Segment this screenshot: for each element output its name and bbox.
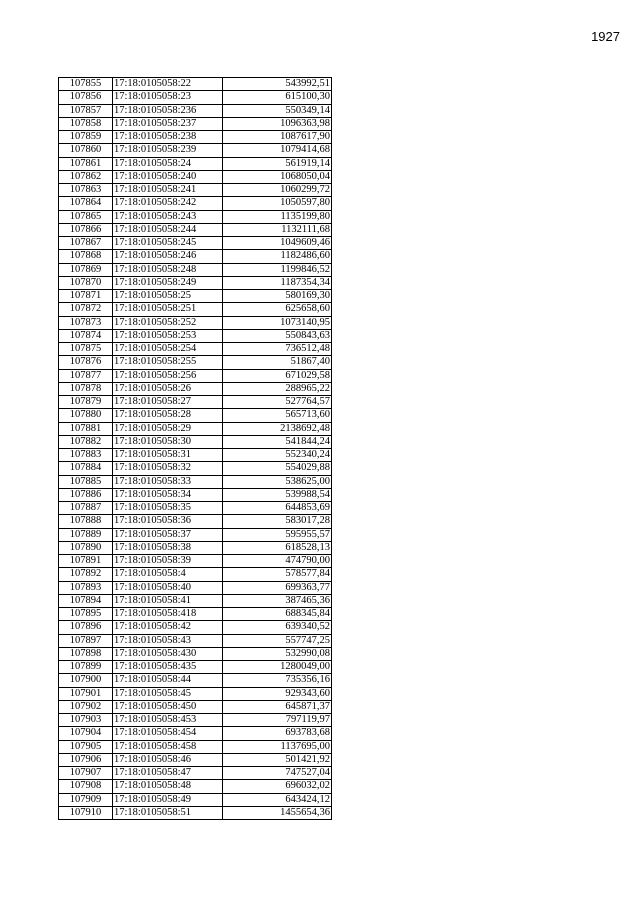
cadastral-value-cell: 51867,40: [223, 356, 332, 369]
cadastral-number-cell: 17:18:0105058:240: [113, 170, 223, 183]
cadastral-number-cell: 17:18:0105058:238: [113, 131, 223, 144]
table-row: [59, 329, 332, 342]
cadastral-value-cell: 1087617,90: [223, 131, 332, 144]
table-row: [59, 767, 332, 780]
table-row: [59, 78, 332, 91]
cadastral-value-cell: 671029,58: [223, 369, 332, 382]
cadastral-number-cell: 17:18:0105058:239: [113, 144, 223, 157]
row-id-cell: 107903: [59, 714, 113, 727]
table-row: [59, 170, 332, 183]
cadastral-number-cell: 17:18:0105058:42: [113, 621, 223, 634]
cadastral-number-cell: 17:18:0105058:246: [113, 250, 223, 263]
table-row: [59, 806, 332, 819]
cadastral-value-cell: 1280049,00: [223, 661, 332, 674]
cadastral-number-cell: 17:18:0105058:28: [113, 409, 223, 422]
cadastral-number-cell: 17:18:0105058:237: [113, 117, 223, 130]
cadastral-value-cell: 565713,60: [223, 409, 332, 422]
cadastral-value-cell: 696032,02: [223, 780, 332, 793]
table-row: [59, 594, 332, 607]
cadastral-number-cell: 17:18:0105058:30: [113, 435, 223, 448]
row-id-cell: 107883: [59, 449, 113, 462]
cadastral-number-cell: 17:18:0105058:29: [113, 422, 223, 435]
cadastral-number-cell: 17:18:0105058:241: [113, 184, 223, 197]
cadastral-value-cell: 1182486,60: [223, 250, 332, 263]
cadastral-value-cell: 1132111,68: [223, 223, 332, 236]
cadastral-number-cell: 17:18:0105058:26: [113, 382, 223, 395]
row-id-cell: 107901: [59, 687, 113, 700]
cadastral-number-cell: 17:18:0105058:251: [113, 303, 223, 316]
cadastral-value-cell: 1096363,98: [223, 117, 332, 130]
cadastral-value-cell: 595955,57: [223, 528, 332, 541]
cadastral-number-cell: 17:18:0105058:454: [113, 727, 223, 740]
table-row: [59, 184, 332, 197]
cadastral-value-cell: 550349,14: [223, 104, 332, 117]
cadastral-value-cell: 2138692,48: [223, 422, 332, 435]
row-id-cell: 107861: [59, 157, 113, 170]
table-row: [59, 581, 332, 594]
row-id-cell: 107906: [59, 753, 113, 766]
cadastral-value-cell: 501421,92: [223, 753, 332, 766]
cadastral-value-cell: 699363,77: [223, 581, 332, 594]
cadastral-value-cell: 550843,63: [223, 329, 332, 342]
row-id-cell: 107859: [59, 131, 113, 144]
table-row: [59, 144, 332, 157]
cadastral-number-cell: 17:18:0105058:252: [113, 316, 223, 329]
table-row: [59, 661, 332, 674]
table-row: [59, 356, 332, 369]
table-row: [59, 727, 332, 740]
cadastral-number-cell: 17:18:0105058:34: [113, 488, 223, 501]
row-id-cell: 107909: [59, 793, 113, 806]
row-id-cell: 107910: [59, 806, 113, 819]
cadastral-value-cell: 583017,28: [223, 515, 332, 528]
cadastral-value-cell: 929343,60: [223, 687, 332, 700]
table-row: [59, 396, 332, 409]
cadastral-number-cell: 17:18:0105058:47: [113, 767, 223, 780]
table-row: [59, 250, 332, 263]
row-id-cell: 107862: [59, 170, 113, 183]
table-row: [59, 449, 332, 462]
row-id-cell: 107899: [59, 661, 113, 674]
row-id-cell: 107873: [59, 316, 113, 329]
cadastral-value-cell: 557747,25: [223, 634, 332, 647]
row-id-cell: 107864: [59, 197, 113, 210]
cadastral-number-cell: 17:18:0105058:249: [113, 276, 223, 289]
row-id-cell: 107892: [59, 568, 113, 581]
table-row: [59, 714, 332, 727]
row-id-cell: 107871: [59, 290, 113, 303]
cadastral-value-cell: 747527,04: [223, 767, 332, 780]
row-id-cell: 107898: [59, 647, 113, 660]
table-row: [59, 303, 332, 316]
row-id-cell: 107855: [59, 78, 113, 91]
cadastral-value-cell: 1060299,72: [223, 184, 332, 197]
cadastral-value-cell: 580169,30: [223, 290, 332, 303]
table-row: [59, 131, 332, 144]
row-id-cell: 107908: [59, 780, 113, 793]
row-id-cell: 107884: [59, 462, 113, 475]
cadastral-value-cell: 736512,48: [223, 343, 332, 356]
cadastral-number-cell: 17:18:0105058:243: [113, 210, 223, 223]
cadastral-number-cell: 17:18:0105058:23: [113, 91, 223, 104]
table-row: [59, 793, 332, 806]
cadastral-number-cell: 17:18:0105058:245: [113, 237, 223, 250]
table-row: [59, 541, 332, 554]
cadastral-number-cell: 17:18:0105058:44: [113, 674, 223, 687]
cadastral-value-cell: 561919,14: [223, 157, 332, 170]
row-id-cell: 107880: [59, 409, 113, 422]
cadastral-value-cell: 474790,00: [223, 555, 332, 568]
row-id-cell: 107868: [59, 250, 113, 263]
row-id-cell: 107902: [59, 700, 113, 713]
row-id-cell: 107897: [59, 634, 113, 647]
row-id-cell: 107858: [59, 117, 113, 130]
cadastral-value-cell: 552340,24: [223, 449, 332, 462]
cadastral-number-cell: 17:18:0105058:458: [113, 740, 223, 753]
row-id-cell: 107894: [59, 594, 113, 607]
cadastral-value-cell: 541844,24: [223, 435, 332, 448]
cadastral-value-cell: 539988,54: [223, 488, 332, 501]
cadastral-value-cell: 1137695,00: [223, 740, 332, 753]
cadastral-value-cell: 527764,57: [223, 396, 332, 409]
table-row: [59, 528, 332, 541]
cadastral-value-cell: 1199846,52: [223, 263, 332, 276]
cadastral-number-cell: 17:18:0105058:33: [113, 475, 223, 488]
cadastral-number-cell: 17:18:0105058:37: [113, 528, 223, 541]
row-id-cell: 107869: [59, 263, 113, 276]
cadastral-value-cell: 735356,16: [223, 674, 332, 687]
cadastral-number-cell: 17:18:0105058:36: [113, 515, 223, 528]
cadastral-value-cell: 1187354,34: [223, 276, 332, 289]
table-row: [59, 753, 332, 766]
table-row: [59, 608, 332, 621]
cadastral-value-cell: 797119,97: [223, 714, 332, 727]
cadastral-value-cell: 1050597,80: [223, 197, 332, 210]
row-id-cell: 107881: [59, 422, 113, 435]
cadastral-number-cell: 17:18:0105058:35: [113, 502, 223, 515]
table-row: [59, 290, 332, 303]
cadastral-number-cell: 17:18:0105058:31: [113, 449, 223, 462]
table-row: [59, 316, 332, 329]
row-id-cell: 107882: [59, 435, 113, 448]
cadastral-value-cell: 615100,30: [223, 91, 332, 104]
row-id-cell: 107891: [59, 555, 113, 568]
row-id-cell: 107878: [59, 382, 113, 395]
cadastral-number-cell: 17:18:0105058:435: [113, 661, 223, 674]
cadastral-value-cell: 543992,51: [223, 78, 332, 91]
cadastral-value-cell: 1049609,46: [223, 237, 332, 250]
row-id-cell: 107870: [59, 276, 113, 289]
cadastral-number-cell: 17:18:0105058:430: [113, 647, 223, 660]
table-row: [59, 197, 332, 210]
cadastral-number-cell: 17:18:0105058:22: [113, 78, 223, 91]
cadastral-value-cell: 1135199,80: [223, 210, 332, 223]
row-id-cell: 107856: [59, 91, 113, 104]
cadastral-value-cell: 1455654,36: [223, 806, 332, 819]
table-row: [59, 740, 332, 753]
cadastral-value-cell: 554029,88: [223, 462, 332, 475]
cadastral-number-cell: 17:18:0105058:25: [113, 290, 223, 303]
cadastral-value-table: [58, 77, 332, 820]
row-id-cell: 107904: [59, 727, 113, 740]
cadastral-number-cell: 17:18:0105058:41: [113, 594, 223, 607]
cadastral-number-cell: 17:18:0105058:39: [113, 555, 223, 568]
row-id-cell: 107886: [59, 488, 113, 501]
row-id-cell: 107863: [59, 184, 113, 197]
table-row: [59, 647, 332, 660]
table-row: [59, 568, 332, 581]
table-row: [59, 263, 332, 276]
table-row: [59, 780, 332, 793]
cadastral-number-cell: 17:18:0105058:244: [113, 223, 223, 236]
cadastral-value-cell: 693783,68: [223, 727, 332, 740]
table-row: [59, 343, 332, 356]
cadastral-number-cell: 17:18:0105058:43: [113, 634, 223, 647]
row-id-cell: 107907: [59, 767, 113, 780]
table-row: [59, 462, 332, 475]
row-id-cell: 107857: [59, 104, 113, 117]
table-row: [59, 488, 332, 501]
table-row: [59, 210, 332, 223]
table-body: [59, 78, 332, 820]
cadastral-value-cell: 625658,60: [223, 303, 332, 316]
cadastral-value-cell: 532990,08: [223, 647, 332, 660]
row-id-cell: 107888: [59, 515, 113, 528]
row-id-cell: 107872: [59, 303, 113, 316]
cadastral-value-cell: 1073140,95: [223, 316, 332, 329]
cadastral-value-cell: 1068050,04: [223, 170, 332, 183]
cadastral-number-cell: 17:18:0105058:450: [113, 700, 223, 713]
cadastral-value-cell: 288965,22: [223, 382, 332, 395]
table-row: [59, 422, 332, 435]
table-row: [59, 621, 332, 634]
table-row: [59, 104, 332, 117]
cadastral-number-cell: 17:18:0105058:253: [113, 329, 223, 342]
row-id-cell: 107887: [59, 502, 113, 515]
row-id-cell: 107896: [59, 621, 113, 634]
table-row: [59, 91, 332, 104]
cadastral-number-cell: 17:18:0105058:51: [113, 806, 223, 819]
cadastral-number-cell: 17:18:0105058:453: [113, 714, 223, 727]
table-row: [59, 237, 332, 250]
cadastral-value-cell: 644853,69: [223, 502, 332, 515]
cadastral-number-cell: 17:18:0105058:38: [113, 541, 223, 554]
cadastral-number-cell: 17:18:0105058:46: [113, 753, 223, 766]
table-row: [59, 475, 332, 488]
row-id-cell: 107877: [59, 369, 113, 382]
row-id-cell: 107890: [59, 541, 113, 554]
cadastral-number-cell: 17:18:0105058:255: [113, 356, 223, 369]
cadastral-number-cell: 17:18:0105058:24: [113, 157, 223, 170]
cadastral-number-cell: 17:18:0105058:40: [113, 581, 223, 594]
cadastral-value-cell: 639340,52: [223, 621, 332, 634]
cadastral-number-cell: 17:18:0105058:27: [113, 396, 223, 409]
table-row: [59, 276, 332, 289]
cadastral-number-cell: 17:18:0105058:48: [113, 780, 223, 793]
row-id-cell: 107865: [59, 210, 113, 223]
row-id-cell: 107889: [59, 528, 113, 541]
row-id-cell: 107866: [59, 223, 113, 236]
table-row: [59, 409, 332, 422]
row-id-cell: 107879: [59, 396, 113, 409]
cadastral-number-cell: 17:18:0105058:418: [113, 608, 223, 621]
cadastral-number-cell: 17:18:0105058:242: [113, 197, 223, 210]
cadastral-value-cell: 1079414,68: [223, 144, 332, 157]
table-row: [59, 369, 332, 382]
cadastral-number-cell: 17:18:0105058:254: [113, 343, 223, 356]
table-row: [59, 674, 332, 687]
table-row: [59, 223, 332, 236]
cadastral-value-cell: 578577,84: [223, 568, 332, 581]
row-id-cell: 107875: [59, 343, 113, 356]
table-row: [59, 634, 332, 647]
row-id-cell: 107876: [59, 356, 113, 369]
table-row: [59, 117, 332, 130]
page-number: 1927: [591, 29, 620, 44]
table-row: [59, 502, 332, 515]
cadastral-value-cell: 538625,00: [223, 475, 332, 488]
cadastral-value-cell: 688345,84: [223, 608, 332, 621]
table-row: [59, 700, 332, 713]
cadastral-value-cell: 618528,13: [223, 541, 332, 554]
row-id-cell: 107900: [59, 674, 113, 687]
row-id-cell: 107895: [59, 608, 113, 621]
table-row: [59, 157, 332, 170]
row-id-cell: 107893: [59, 581, 113, 594]
table-row: [59, 435, 332, 448]
table-row: [59, 687, 332, 700]
cadastral-number-cell: 17:18:0105058:236: [113, 104, 223, 117]
table-row: [59, 382, 332, 395]
row-id-cell: 107885: [59, 475, 113, 488]
cadastral-number-cell: 17:18:0105058:248: [113, 263, 223, 276]
row-id-cell: 107860: [59, 144, 113, 157]
row-id-cell: 107905: [59, 740, 113, 753]
cadastral-value-cell: 387465,36: [223, 594, 332, 607]
cadastral-number-cell: 17:18:0105058:45: [113, 687, 223, 700]
cadastral-number-cell: 17:18:0105058:49: [113, 793, 223, 806]
cadastral-number-cell: 17:18:0105058:256: [113, 369, 223, 382]
cadastral-number-cell: 17:18:0105058:32: [113, 462, 223, 475]
cadastral-number-cell: 17:18:0105058:4: [113, 568, 223, 581]
row-id-cell: 107874: [59, 329, 113, 342]
table-row: [59, 555, 332, 568]
cadastral-value-cell: 643424,12: [223, 793, 332, 806]
table-row: [59, 515, 332, 528]
row-id-cell: 107867: [59, 237, 113, 250]
cadastral-value-cell: 645871,37: [223, 700, 332, 713]
